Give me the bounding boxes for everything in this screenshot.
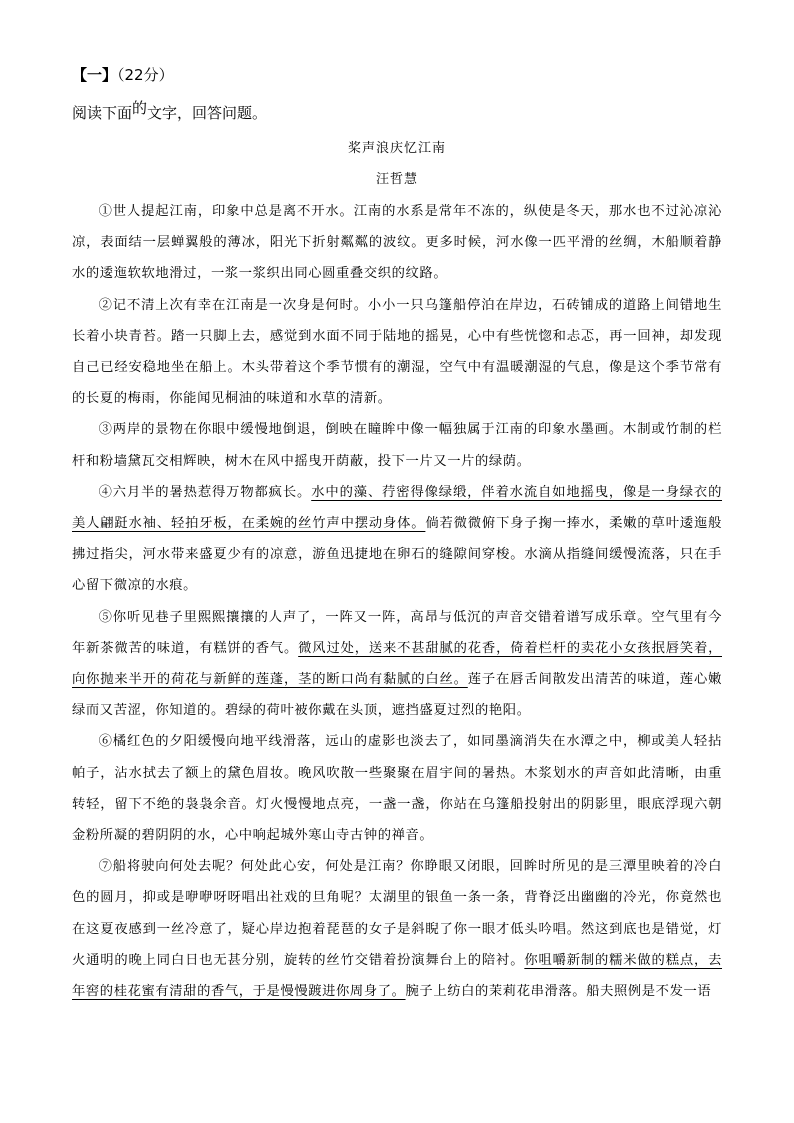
article-paragraph — [72, 196, 722, 290]
instruction-text-1: 阅读下面 — [72, 104, 133, 122]
reading-instruction — [72, 101, 267, 125]
article-paragraph — [72, 477, 722, 602]
article-paragraph — [72, 851, 722, 1007]
paragraph-text: ⑥橘红色的夕阳缓慢向地平线滑落，远山的虚影也淡去了，如同墨滴消失在水潭之中，柳或美人轻拈帕子，沾水拭去了额上的黛色眉妆。晚风吹散一些聚聚在眉宇间的暑热。木浆划水的声音如此清晰，由重转轻，留下不绝的袅袅余音。灯火慢慢地点亮，一盏一盏，你站在乌篷船投射出的阴影里，眼底浮现六朝金粉所凝的碧阴阴的水，心中响起城外寒山寺古钟的禅音。 — [72, 734, 722, 844]
paragraph-text: 腕子上纺白的茉莉花串滑落。船夫照例是不发一语 — [405, 984, 712, 1000]
paragraph-text: ③两岸的景物在你眼中缓慢地倒退，倒映在瞳眸中像一幅独属于江南的印象水墨画。木制或竹制的栏杆和粉墙黛瓦交相辉映，树木在风中摇曳开荫蔽，投下一片又一片的绿荫。 — [72, 422, 722, 469]
instruction-text-3: 文字，回答问题。 — [147, 104, 268, 122]
paragraph-text: ②记不清上次有幸在江南是一次身是何时。小小一只乌篷船停泊在岸边，石砖铺成的道路上间错地生长着小块青苔。踏一只脚上去，感觉到水面不同于陆地的摇晃，心中有些恍惚和忐忑，再一回神，却发现自己已经安稳地坐在船上。木头带着这个季节惯有的潮湿，空气中有温暖潮湿的气息，像是这个季节常有的长夏的梅雨，你能闻见桐油的味道和水草的清新。 — [72, 297, 722, 407]
section-label: 【一】 — [72, 66, 118, 84]
paragraph-text: ①世人提起江南，印象中总是离不开水。江南的水系是常年不冻的，纵使是冬天，那水也不过沁凉沁凉，表面结一层蝉翼般的薄冰，阳光下折射粼粼的波纹。更多时候，河水像一匹平滑的丝绸，木船顺着静水的逶迤软软地滑过，一浆一浆织出同心圆重叠交织的纹路。 — [72, 204, 722, 282]
underlined-sentence: 水中的藻、荇密得像绿缎，伴着水流自如地摇曳，像是一身绿衣的美人翩跹水袖、轻拍牙板，在柔婉的丝竹声中摆动身体。 — [72, 484, 723, 532]
underlined-sentence: 你咀嚼新制的糯米做的糕点，去年窖的桂花蜜有清甜的香气，于是慢慢踱进你周身了。 — [72, 952, 723, 1000]
article-paragraph — [72, 414, 722, 476]
section-score: （22分） — [117, 66, 174, 84]
paragraph-text: ⑤你听见巷子里熙熙攘攘的人声了，一阵又一阵，高昂与低沉的声音交错着谱写成乐章。空气里有今年新茶微苦的味道，有糕饼的香气。 — [72, 609, 722, 656]
article-body — [72, 196, 722, 1007]
section-header — [72, 64, 174, 86]
article-paragraph — [72, 602, 722, 727]
underlined-sentence: 微风过处，送来不甚甜腻的花香，倚着栏杆的卖花小女孩抿唇笑着，向你抛来半开的荷花与新鲜的莲蓬，茎的断口尚有黏腻的白丝。 — [72, 640, 722, 688]
paragraph-text: ⑦船将驶向何处去呢？何处此心安，何处是江南？你睁眼又闭眼，回眸时所见的是三潭里映着的冷白色的圆月，抑或是咿咿呀呀唱出社戏的旦角呢？太湖里的银鱼一条一条，背脊泛出幽幽的冷光，你竟然也在这夏夜感到一丝冷意了，疑心岸边抱着琵琶的女子是斜睨了你一眼才低头吟唱。然这到底也是错觉，灯火通明的晚上同白日也无甚分别，旋转的丝竹交错着扮演舞台上的陪衬。 — [72, 859, 722, 968]
paragraph-text: 倘若微微俯下身子掬一捧水，柔嫩的草叶逶迤般拂过指尖，河水带来盛夏少有的凉意，游鱼迅捷地在卵石的缝隙间穿梭。水滴从指缝间缓慢流落，只在手心留下微凉的水痕。 — [72, 516, 722, 594]
article-title: 桨声浪庆忆江南 — [347, 141, 446, 156]
article-author: 汪哲慧 — [375, 172, 418, 187]
paragraph-text: ④六月半的暑热惹得万物都疯长。 — [98, 484, 312, 500]
instruction-text-2: 的 — [132, 99, 148, 117]
paragraph-text: 莲子在唇舌间散发出清苦的味道，莲心嫩绿而又苦涩，你知道的。碧绿的荷叶被你戴在头顶，遮挡盛夏过烈的艳阳。 — [72, 672, 722, 719]
article-paragraph — [72, 290, 722, 415]
article-paragraph — [72, 726, 722, 851]
